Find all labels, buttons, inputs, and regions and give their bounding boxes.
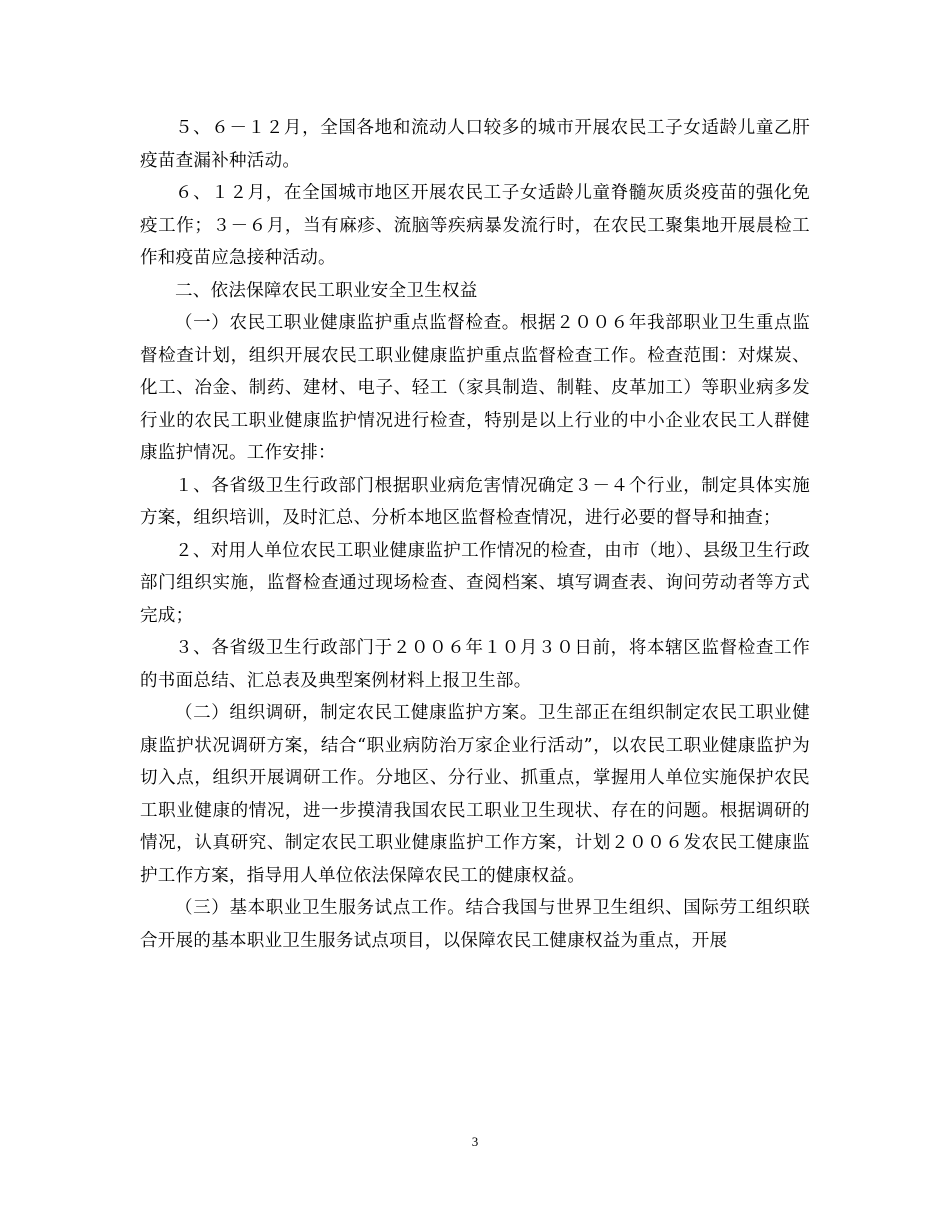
paragraph-hepatitis-b-vaccine: ５、６－１２月，全国各地和流动人口较多的城市开展农民工子女适龄儿童乙肝疫苗查漏补种活动。 [140,118,810,171]
paragraph-polio-vaccine: ６、１２月，在全国城市地区开展农民工子女适龄儿童脊髓灰质炎疫苗的强化免疫工作；３－６月，当有麻疹、流脑等疾病暴发流行时，在农民工聚集地开展晨检工作和疫苗应急接种活动。 [140,183,810,268]
list-item-1-provincial-plan: １、各省级卫生行政部门根据职业病危害情况确定３－４个行业，制定具体实施方案，组织培训，及时汇总、分析本地区监督检查情况，进行必要的督导和抽查； [140,475,810,528]
paragraph-research-monitoring-plan: （二）组织调研，制定农民工健康监护方案。卫生部正在组织制定农民工职业健康监护状况调研方案，结合“职业病防治万家企业行活动”，以农民工职业健康监护为切入点，组织开展调研工作。分地区、分行业、抓重点，掌握用人单位实施保护农民工职业健康的情况，进一步摸清我国农民工职业卫生现状、存在的问题。根据调研的情况，认真研究、制定农民工职业健康监护工作方案，计划２００６发农民工健康监护工作方案，指导用人单位依法保障农民工的健康权益。 [140,703,810,886]
paragraph-basic-occupational-health-pilot: （三）基本职业卫生服务试点工作。结合我国与世界卫生组织、国际劳工组织联合开展的基本职业卫生服务试点项目，以保障农民工健康权益为重点，开展 [140,898,810,951]
document-body [140,112,810,957]
paragraph-health-monitoring-inspection: （一）农民工职业健康监护重点监督检查。根据２００６年我部职业卫生重点监督检查计划，组织开展农民工职业健康监护重点监督检查工作。检查范围：对煤炭、化工、冶金、制药、建材、电子、轻工（家具制造、制鞋、皮革加工）等职业病多发行业的农民工职业健康监护情况进行检查，特别是以上行业的中小企业农民工人群健康监护情况。工作安排： [140,313,810,463]
list-item-3-report-deadline: ３、各省级卫生行政部门于２００６年１０月３０日前，将本辖区监督检查工作的书面总结、汇总表及典型案例材料上报卫生部。 [140,638,810,691]
list-item-2-employer-inspection: ２、对用人单位农民工职业健康监护工作情况的检查，由市（地）、县级卫生行政部门组织实施，监督检查通过现场检查、查阅档案、填写调查表、询问劳动者等方式完成； [140,540,810,626]
page-number: 3 [471,1134,479,1149]
section-heading-occupational-safety: 二、依法保障农民工职业安全卫生权益 [175,280,478,301]
